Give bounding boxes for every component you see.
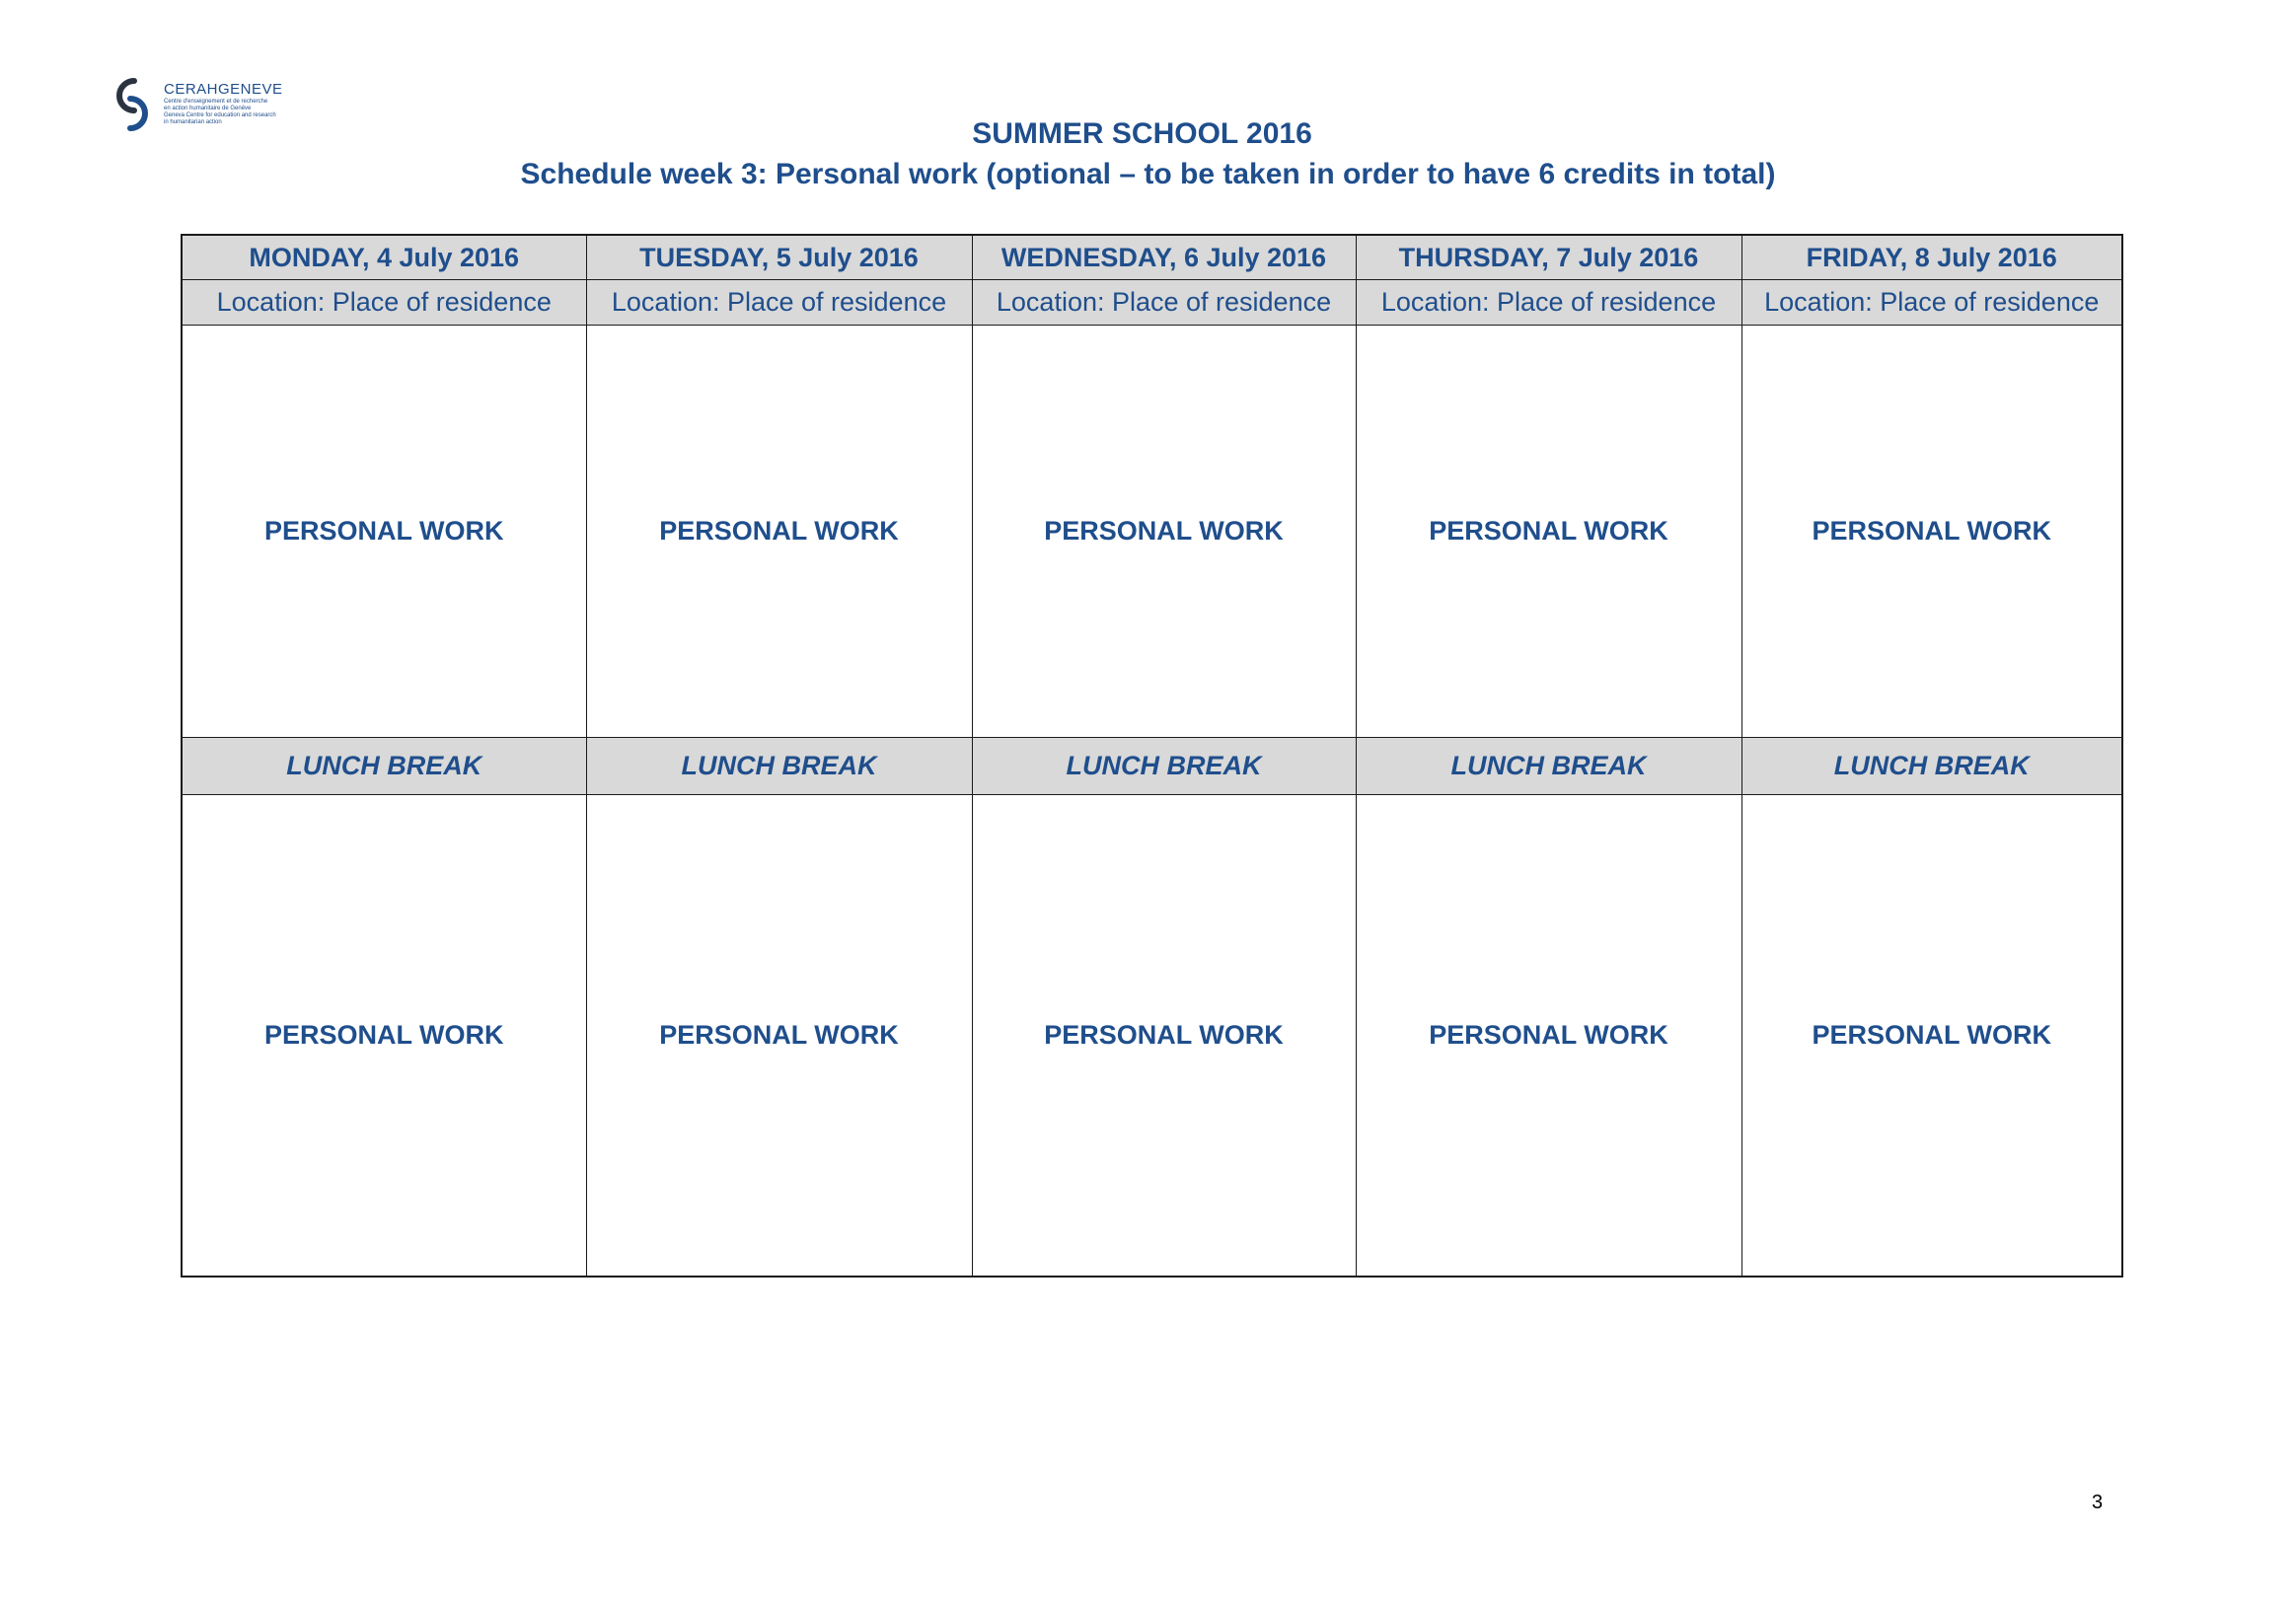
location-wednesday: Location: Place of residence	[972, 280, 1356, 325]
logo-subtitle-line: Geneva Centre for education and research	[164, 112, 276, 118]
location-tuesday: Location: Place of residence	[586, 280, 972, 325]
lunch-cell-monday: LUNCH BREAK	[182, 738, 586, 794]
location-row	[182, 280, 2122, 325]
day-header-friday: FRIDAY, 8 July 2016	[1741, 235, 2122, 280]
document-subtitle: Schedule week 3: Personal work (optional – to be taken in order to have 6 credits in total)	[520, 158, 1776, 190]
day-header-row	[182, 235, 2122, 280]
afternoon-cell-monday: PERSONAL WORK	[182, 794, 586, 1277]
lunch-cell-thursday: LUNCH BREAK	[1356, 738, 1741, 794]
logo-subtitle-line: Centre d'enseignement et de recherche	[164, 99, 268, 105]
location-monday: Location: Place of residence	[182, 280, 586, 325]
document-header	[0, 114, 2296, 194]
lunch-cell-tuesday: LUNCH BREAK	[586, 738, 972, 794]
lunch-row	[182, 738, 2122, 794]
morning-cell-thursday: PERSONAL WORK	[1356, 325, 1741, 738]
day-header-thursday: THURSDAY, 7 July 2016	[1356, 235, 1741, 280]
morning-cell-tuesday: PERSONAL WORK	[586, 325, 972, 738]
document-title: SUMMER SCHOOL 2016	[972, 117, 1312, 150]
morning-row	[182, 325, 2122, 738]
location-thursday: Location: Place of residence	[1356, 280, 1741, 325]
logo-name: CERAHGENEVE	[164, 81, 283, 98]
afternoon-row	[182, 794, 2122, 1277]
morning-cell-monday: PERSONAL WORK	[182, 325, 586, 738]
morning-cell-friday: PERSONAL WORK	[1741, 325, 2122, 738]
logo-subtitle-line: en action humanitaire de Genève	[164, 106, 252, 111]
afternoon-cell-wednesday: PERSONAL WORK	[972, 794, 1356, 1277]
page-number: 3	[2092, 1492, 2104, 1513]
afternoon-cell-thursday: PERSONAL WORK	[1356, 794, 1741, 1277]
lunch-cell-wednesday: LUNCH BREAK	[972, 738, 1356, 794]
location-friday: Location: Place of residence	[1741, 280, 2122, 325]
schedule-table	[181, 234, 2123, 1278]
afternoon-cell-tuesday: PERSONAL WORK	[586, 794, 972, 1277]
day-header-wednesday: WEDNESDAY, 6 July 2016	[972, 235, 1356, 280]
morning-cell-wednesday: PERSONAL WORK	[972, 325, 1356, 738]
afternoon-cell-friday: PERSONAL WORK	[1741, 794, 2122, 1277]
logo-subtitle-line: in humanitarian action	[164, 119, 222, 125]
day-header-monday: MONDAY, 4 July 2016	[182, 235, 586, 280]
lunch-cell-friday: LUNCH BREAK	[1741, 738, 2122, 794]
day-header-tuesday: TUESDAY, 5 July 2016	[586, 235, 972, 280]
